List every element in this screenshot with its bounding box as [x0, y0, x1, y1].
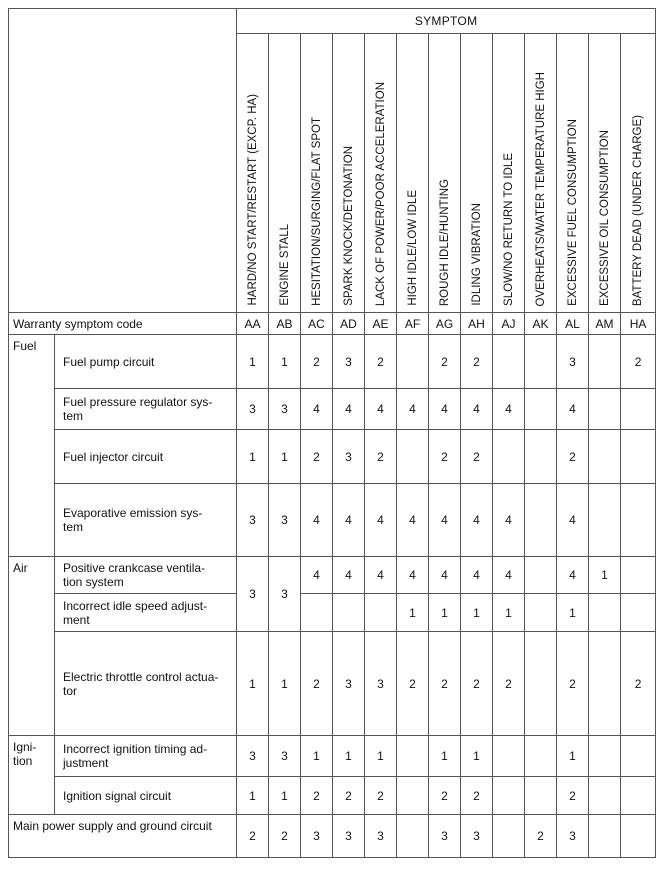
value-cell	[397, 815, 429, 858]
value-cell: 1	[333, 736, 365, 777]
table-row	[9, 777, 656, 815]
value-cell: 2	[461, 335, 493, 389]
value-cell: 3	[333, 430, 365, 484]
value-cell: 3	[237, 557, 269, 632]
column-header-text: EXCESSIVE OIL CONSUMPTION	[598, 130, 611, 306]
value-cell: 2	[269, 815, 301, 858]
table-row	[9, 389, 656, 430]
group-label-ignition: Igni- tion	[9, 736, 55, 815]
value-cell: 1	[237, 430, 269, 484]
value-cell: 1	[269, 335, 301, 389]
column-header-text: ENGINE STALL	[278, 224, 291, 306]
value-cell: 1	[365, 736, 397, 777]
table-row	[9, 430, 656, 484]
value-cell: 1	[429, 736, 461, 777]
symptom-table	[8, 8, 656, 858]
value-cell: 4	[365, 557, 397, 594]
value-cell: 2	[301, 430, 333, 484]
value-cell: 4	[461, 557, 493, 594]
value-cell: 1	[237, 632, 269, 736]
column-header-text: HIGH IDLE/LOW IDLE	[406, 190, 419, 306]
value-cell	[621, 389, 656, 430]
value-cell	[525, 335, 557, 389]
column-header-text: HESITATION/SURGING/FLAT SPOT	[310, 117, 323, 306]
column-header	[365, 34, 397, 313]
code-cell: AM	[589, 313, 621, 335]
value-cell: 2	[301, 777, 333, 815]
table-row	[9, 484, 656, 557]
value-cell	[621, 430, 656, 484]
warranty-label: Warranty symptom code	[9, 313, 237, 335]
value-cell	[493, 430, 525, 484]
column-header-text: BATTERY DEAD (UNDER CHARGE)	[632, 114, 645, 306]
value-cell: 3	[237, 484, 269, 557]
row-label: Fuel injector circuit	[55, 430, 237, 484]
column-header	[493, 34, 525, 313]
column-header-text: LACK OF POWER/POOR ACCELERATION	[374, 81, 387, 306]
value-cell	[525, 557, 557, 594]
code-cell: AA	[237, 313, 269, 335]
value-cell: 2	[621, 335, 656, 389]
value-cell: 2	[237, 815, 269, 858]
value-cell: 4	[429, 389, 461, 430]
value-cell	[493, 815, 525, 858]
value-cell: 4	[397, 389, 429, 430]
group-label-fuel: Fuel	[9, 335, 55, 557]
value-cell: 1	[269, 777, 301, 815]
value-cell: 4	[333, 484, 365, 557]
value-cell: 4	[301, 484, 333, 557]
row-label: Evaporative emission sys- tem	[55, 484, 237, 557]
value-cell: 4	[493, 484, 525, 557]
column-header-text: SLOW/NO RETURN TO IDLE	[502, 153, 515, 306]
value-cell: 4	[557, 557, 589, 594]
value-cell: 3	[429, 815, 461, 858]
row-label: Fuel pump circuit	[55, 335, 237, 389]
value-cell	[589, 335, 621, 389]
value-cell: 4	[461, 389, 493, 430]
value-cell: 3	[333, 335, 365, 389]
value-cell: 4	[301, 557, 333, 594]
value-cell: 1	[269, 632, 301, 736]
value-cell: 1	[589, 557, 621, 594]
code-cell: AK	[525, 313, 557, 335]
column-header	[589, 34, 621, 313]
column-header	[301, 34, 333, 313]
value-cell	[621, 736, 656, 777]
value-cell	[589, 736, 621, 777]
value-cell: 1	[301, 736, 333, 777]
column-header-text: SPARK KNOCK/DETONATION	[342, 146, 355, 306]
value-cell: 4	[333, 389, 365, 430]
value-cell: 1	[557, 594, 589, 632]
value-cell	[493, 777, 525, 815]
row-label: Incorrect idle speed adjust- ment	[55, 594, 237, 632]
value-cell: 4	[397, 484, 429, 557]
value-cell: 1	[557, 736, 589, 777]
value-cell: 3	[557, 335, 589, 389]
value-cell: 1	[269, 430, 301, 484]
value-cell: 2	[461, 632, 493, 736]
value-cell: 3	[333, 632, 365, 736]
code-cell: AF	[397, 313, 429, 335]
value-cell	[397, 736, 429, 777]
value-cell: 3	[301, 815, 333, 858]
table-row	[9, 736, 656, 777]
code-cell: AC	[301, 313, 333, 335]
table-row	[9, 632, 656, 736]
value-cell	[589, 777, 621, 815]
value-cell	[621, 815, 656, 858]
value-cell: 2	[365, 335, 397, 389]
value-cell	[397, 777, 429, 815]
table-row	[9, 557, 656, 594]
value-cell: 2	[429, 335, 461, 389]
column-header	[333, 34, 365, 313]
value-cell	[493, 335, 525, 389]
value-cell: 2	[429, 632, 461, 736]
row-label: Ignition signal circuit	[55, 777, 237, 815]
value-cell: 4	[557, 484, 589, 557]
value-cell: 3	[557, 815, 589, 858]
column-header	[621, 34, 656, 313]
value-cell	[525, 430, 557, 484]
value-cell: 4	[301, 389, 333, 430]
value-cell: 2	[397, 632, 429, 736]
code-cell: AL	[557, 313, 589, 335]
code-cell: AH	[461, 313, 493, 335]
column-header	[461, 34, 493, 313]
code-cell: HA	[621, 313, 656, 335]
row-label: Incorrect ignition timing ad- justment	[55, 736, 237, 777]
value-cell: 2	[333, 777, 365, 815]
value-cell: 4	[557, 389, 589, 430]
column-header-text: HARD/NO START/RESTART (EXCP. HA)	[246, 94, 259, 306]
value-cell	[525, 777, 557, 815]
group-label-main-power: Main power supply and ground circuit	[9, 815, 237, 858]
value-cell	[525, 484, 557, 557]
value-cell: 2	[557, 777, 589, 815]
column-header-text: OVERHEATS/WATER TEMPERATURE HIGH	[534, 71, 547, 306]
value-cell: 1	[237, 335, 269, 389]
column-header	[429, 34, 461, 313]
value-cell: 1	[461, 736, 493, 777]
value-cell	[525, 632, 557, 736]
column-header	[237, 34, 269, 313]
table-row	[9, 815, 656, 858]
value-cell: 4	[493, 557, 525, 594]
column-header	[269, 34, 301, 313]
warranty-code-row	[9, 313, 656, 335]
value-cell	[589, 484, 621, 557]
value-cell	[525, 389, 557, 430]
value-cell: 2	[301, 632, 333, 736]
code-cell: AE	[365, 313, 397, 335]
value-cell: 4	[429, 484, 461, 557]
row-label: Positive crankcase ventila- tion system	[55, 557, 237, 594]
value-cell: 4	[493, 389, 525, 430]
value-cell: 2	[493, 632, 525, 736]
code-cell: AJ	[493, 313, 525, 335]
value-cell	[621, 557, 656, 594]
value-cell	[365, 594, 397, 632]
value-cell: 2	[461, 777, 493, 815]
value-cell: 1	[237, 777, 269, 815]
code-cell: AD	[333, 313, 365, 335]
symptom-header: SYMPTOM	[237, 9, 656, 34]
row-label: Electric throttle control actua- tor	[55, 632, 237, 736]
code-cell: AB	[269, 313, 301, 335]
value-cell: 1	[461, 594, 493, 632]
value-cell: 2	[429, 777, 461, 815]
value-cell: 4	[365, 484, 397, 557]
value-cell: 3	[365, 815, 397, 858]
value-cell	[589, 632, 621, 736]
column-header-text: ROUGH IDLE/HUNTING	[438, 178, 451, 306]
value-cell: 2	[525, 815, 557, 858]
value-cell: 3	[269, 484, 301, 557]
value-cell	[333, 594, 365, 632]
value-cell	[589, 389, 621, 430]
column-header-text: EXCESSIVE FUEL CONSUMPTION	[566, 119, 579, 306]
value-cell: 4	[397, 557, 429, 594]
value-cell: 3	[269, 389, 301, 430]
value-cell	[397, 335, 429, 389]
column-header	[525, 34, 557, 313]
value-cell: 3	[269, 736, 301, 777]
value-cell: 3	[461, 815, 493, 858]
value-cell: 1	[493, 594, 525, 632]
value-cell	[589, 430, 621, 484]
value-cell: 2	[365, 777, 397, 815]
group-label-air: Air	[9, 557, 55, 736]
value-cell: 2	[557, 430, 589, 484]
table-row	[9, 594, 656, 632]
value-cell: 4	[333, 557, 365, 594]
value-cell: 2	[621, 632, 656, 736]
value-cell	[397, 430, 429, 484]
value-cell: 3	[365, 632, 397, 736]
column-header	[397, 34, 429, 313]
value-cell: 2	[301, 335, 333, 389]
value-cell: 1	[429, 594, 461, 632]
value-cell	[621, 777, 656, 815]
column-header	[557, 34, 589, 313]
value-cell: 4	[365, 389, 397, 430]
value-cell: 2	[429, 430, 461, 484]
value-cell: 4	[429, 557, 461, 594]
code-cell: AG	[429, 313, 461, 335]
value-cell	[589, 815, 621, 858]
row-label: Fuel pressure regulator sys- tem	[55, 389, 237, 430]
value-cell	[525, 736, 557, 777]
column-header-text: IDLING VIBRATION	[470, 203, 483, 306]
value-cell: 3	[237, 389, 269, 430]
value-cell: 3	[333, 815, 365, 858]
value-cell: 2	[557, 632, 589, 736]
value-cell: 3	[237, 736, 269, 777]
table-row	[9, 335, 656, 389]
header-blank-cell	[9, 9, 237, 313]
value-cell	[301, 594, 333, 632]
value-cell: 4	[461, 484, 493, 557]
value-cell: 3	[269, 557, 301, 632]
value-cell: 1	[397, 594, 429, 632]
value-cell	[525, 594, 557, 632]
value-cell	[621, 594, 656, 632]
value-cell	[621, 484, 656, 557]
value-cell	[493, 736, 525, 777]
value-cell	[589, 594, 621, 632]
value-cell: 2	[461, 430, 493, 484]
value-cell: 2	[365, 430, 397, 484]
